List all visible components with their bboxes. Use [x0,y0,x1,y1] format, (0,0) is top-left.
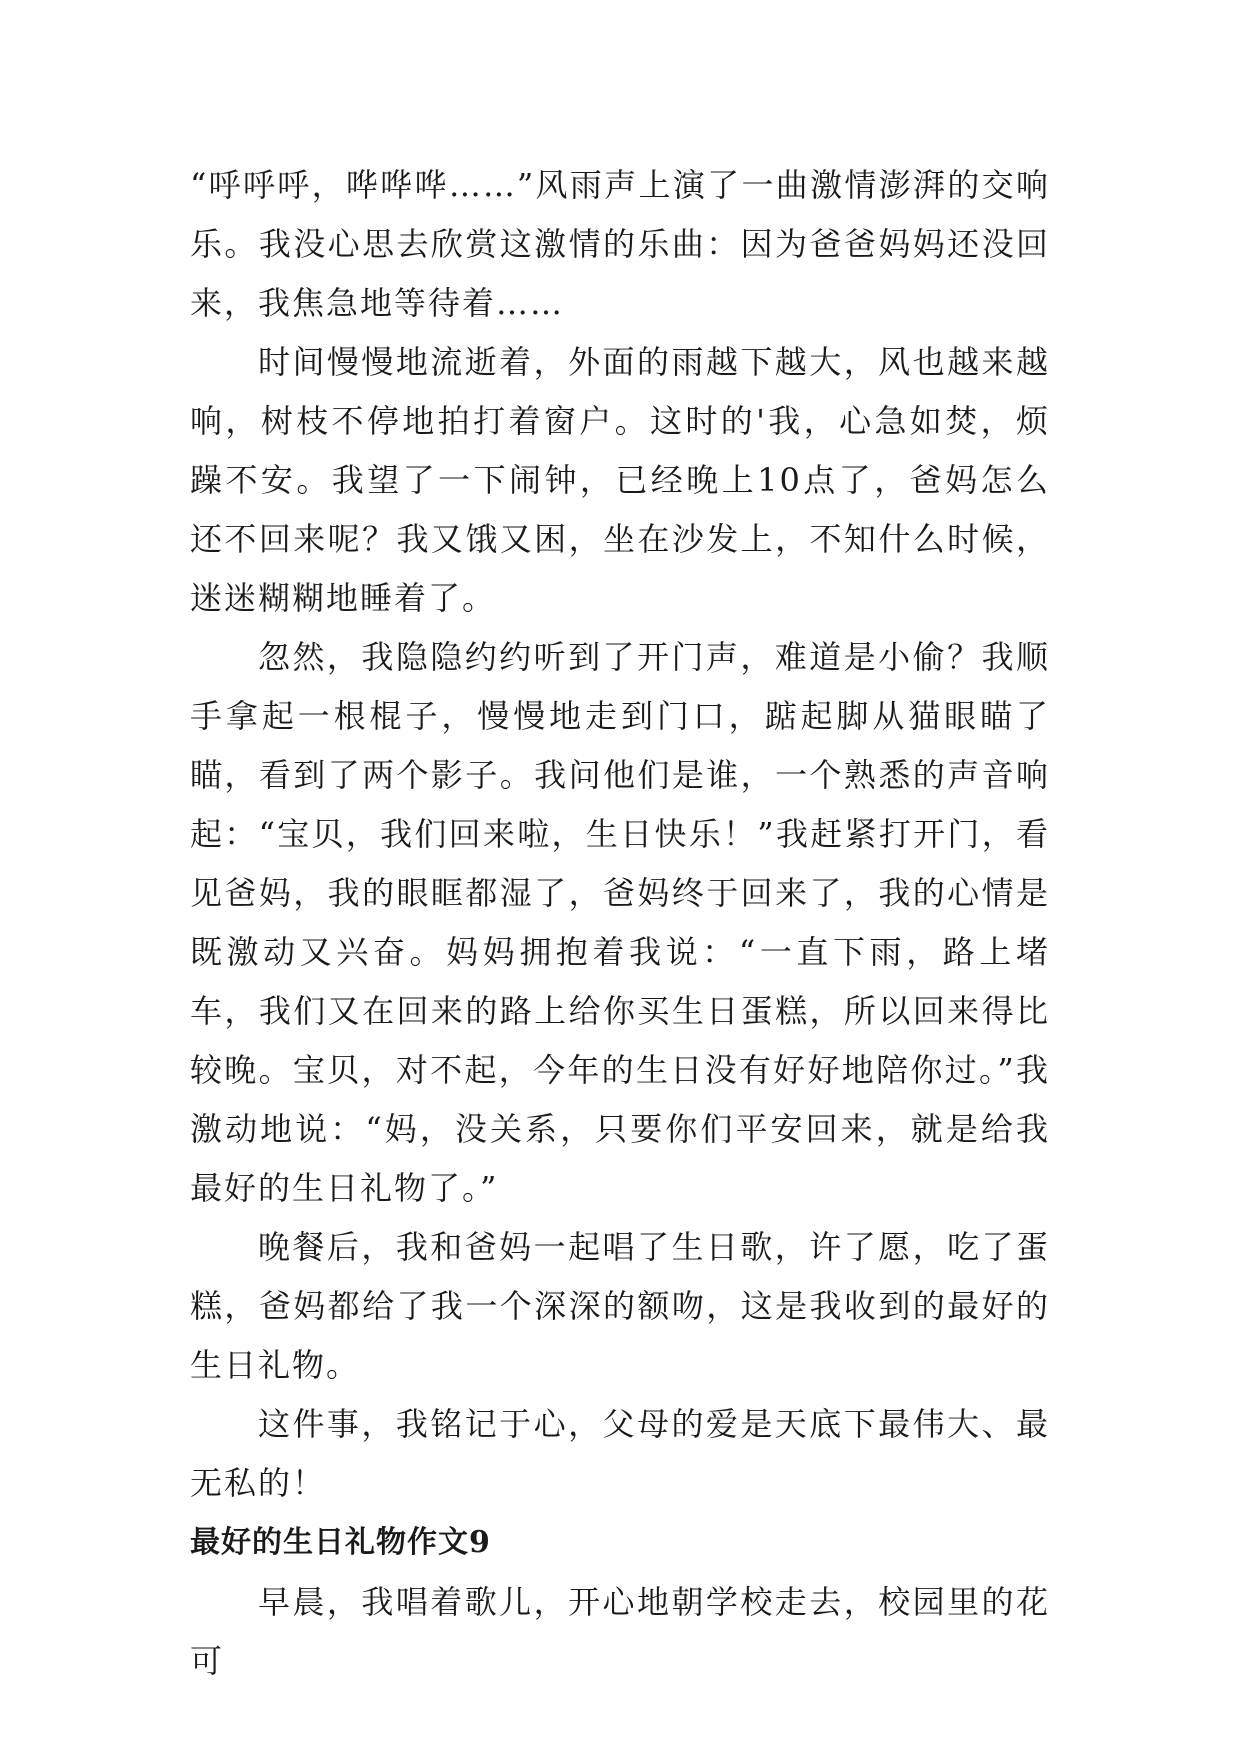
paragraph-5: 这件事，我铭记于心，父母的爱是天底下最伟大、最无私的！ [190,1405,1050,1502]
paragraph-3: 忽然，我隐隐约约听到了开门声，难道是小偷？我顺手拿起一根棍子，慢慢地走到门口，踮起脚从猫眼瞄了瞄，看到了两个影子。我问他们是谁，一个熟悉的声音响起：“宝贝，我们回来啦，生日快乐！”我赶紧打开门，看见爸妈，我的眼眶都湿了，爸妈终于回来了，我的心情是既激动又兴奋。妈妈拥抱着我说：“一直下雨，路上堵车，我们又在回来的路上给你买生日蛋糕，所以回来得比较晚。宝贝，对不起，今年的生日没有好好地陪你过。”我激动地说：“妈，没关系，只要你们平安回来，就是给我最好的生日礼物了。” [190,638,1050,1207]
paragraph-4: 晚餐后，我和爸妈一起唱了生日歌，许了愿，吃了蛋糕，爸妈都给了我一个深深的额吻，这是我收到的最好的生日礼物。 [190,1228,1050,1384]
section-heading: 最好的生日礼物作文9 [190,1525,491,1560]
paragraph-2: 时间慢慢地流逝着，外面的雨越下越大，风也越来越响，树枝不停地拍打着窗户。这时的'我，心急如焚，烦躁不安。我望了一下闹钟，已经晚上10点了，爸妈怎么还不回来呢？我又饿又困，坐在沙发上，不知什么时候，迷迷糊糊地睡着了。 [190,343,1050,617]
paragraph-1: “呼呼呼，哗哗哗……”风雨声上演了一曲激情澎湃的交响乐。我没心思去欣赏这激情的乐曲：因为爸爸妈妈还没回来，我焦急地等待着…… [190,166,1050,322]
document-page [190,156,1050,1691]
paragraph-6: 早晨，我唱着歌儿，开心地朝学校走去，校园里的花可 [190,1583,1050,1680]
